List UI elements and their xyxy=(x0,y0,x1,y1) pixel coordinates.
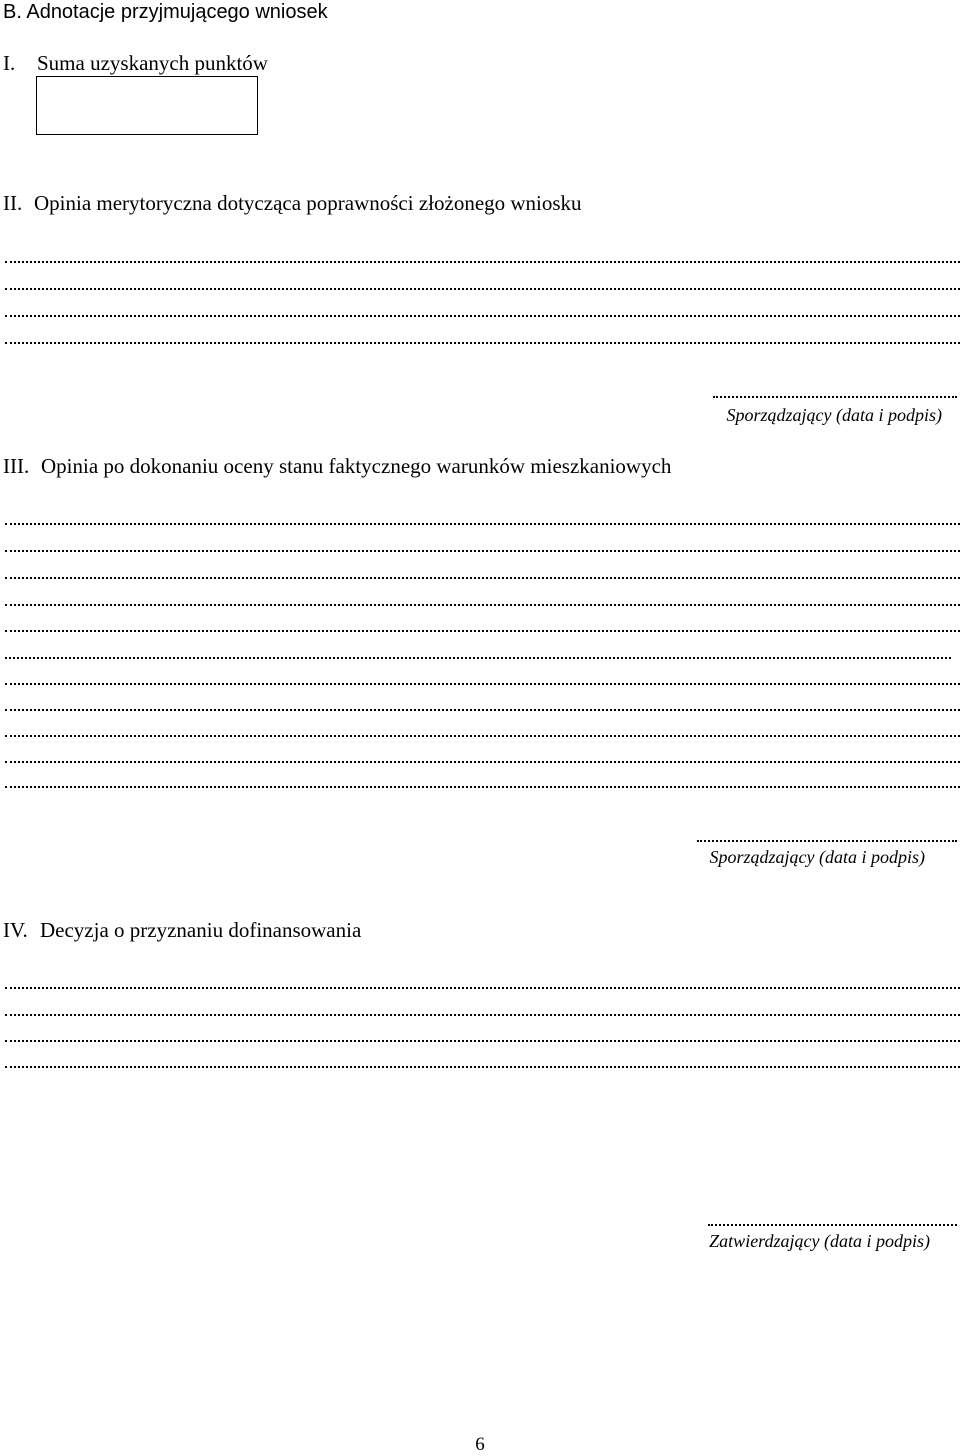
section-1-title: Suma uzyskanych punktów xyxy=(37,51,268,75)
section-3-writing-line[interactable] xyxy=(5,761,960,763)
section-4-writing-line[interactable] xyxy=(5,1014,960,1016)
section-3-writing-line[interactable] xyxy=(5,630,960,632)
section-3-heading xyxy=(3,453,671,479)
section-4-heading xyxy=(3,917,361,943)
section-2-title: Opinia merytoryczna dotycząca poprawności złożonego wniosku xyxy=(34,191,582,215)
section-4-writing-line[interactable] xyxy=(5,1066,960,1068)
section-4-writing-line[interactable] xyxy=(5,1040,960,1042)
section-3-writing-line[interactable] xyxy=(5,735,960,737)
section-3-writing-line[interactable] xyxy=(5,657,951,659)
section-3-writing-line[interactable] xyxy=(5,550,960,552)
section-3-signature-label: Sporządzający (data i podpis) xyxy=(709,847,925,867)
section-3-signature-line[interactable] xyxy=(697,840,957,842)
section-1-heading xyxy=(3,50,268,76)
points-total-field[interactable] xyxy=(36,76,258,135)
section-3-writing-line[interactable] xyxy=(5,683,960,685)
section-3-writing-line[interactable] xyxy=(5,786,960,788)
section-4-signature-line[interactable] xyxy=(708,1224,957,1226)
section-2-signature-line[interactable] xyxy=(713,396,957,398)
form-section-title: B. Adnotacje przyjmującego wniosek xyxy=(3,1,328,23)
section-3-writing-line[interactable] xyxy=(5,577,960,579)
section-2-writing-line[interactable] xyxy=(5,261,960,263)
section-4-signature-label: Zatwierdzający (data i podpis) xyxy=(709,1231,930,1251)
section-4-writing-line[interactable] xyxy=(5,987,960,989)
section-2-writing-line[interactable] xyxy=(5,342,960,344)
section-3-number: III. xyxy=(3,454,30,478)
section-2-number: II. xyxy=(3,191,23,215)
section-2-heading xyxy=(3,190,582,216)
section-3-writing-line[interactable] xyxy=(5,709,960,711)
section-4-title: Decyzja o przyznaniu dofinansowania xyxy=(40,918,362,942)
section-3-writing-line[interactable] xyxy=(5,604,960,606)
section-2-writing-line[interactable] xyxy=(5,315,960,317)
section-2-signature-label: Sporządzający (data i podpis) xyxy=(726,405,942,425)
section-3-title: Opinia po dokonaniu oceny stanu faktycznego warunków mieszkaniowych xyxy=(41,454,672,478)
page-number: 6 xyxy=(475,1434,485,1455)
section-1-number: I. xyxy=(3,51,16,75)
section-2-writing-line[interactable] xyxy=(5,288,960,290)
section-3-writing-line[interactable] xyxy=(5,523,960,525)
section-4-number: IV. xyxy=(3,918,28,942)
